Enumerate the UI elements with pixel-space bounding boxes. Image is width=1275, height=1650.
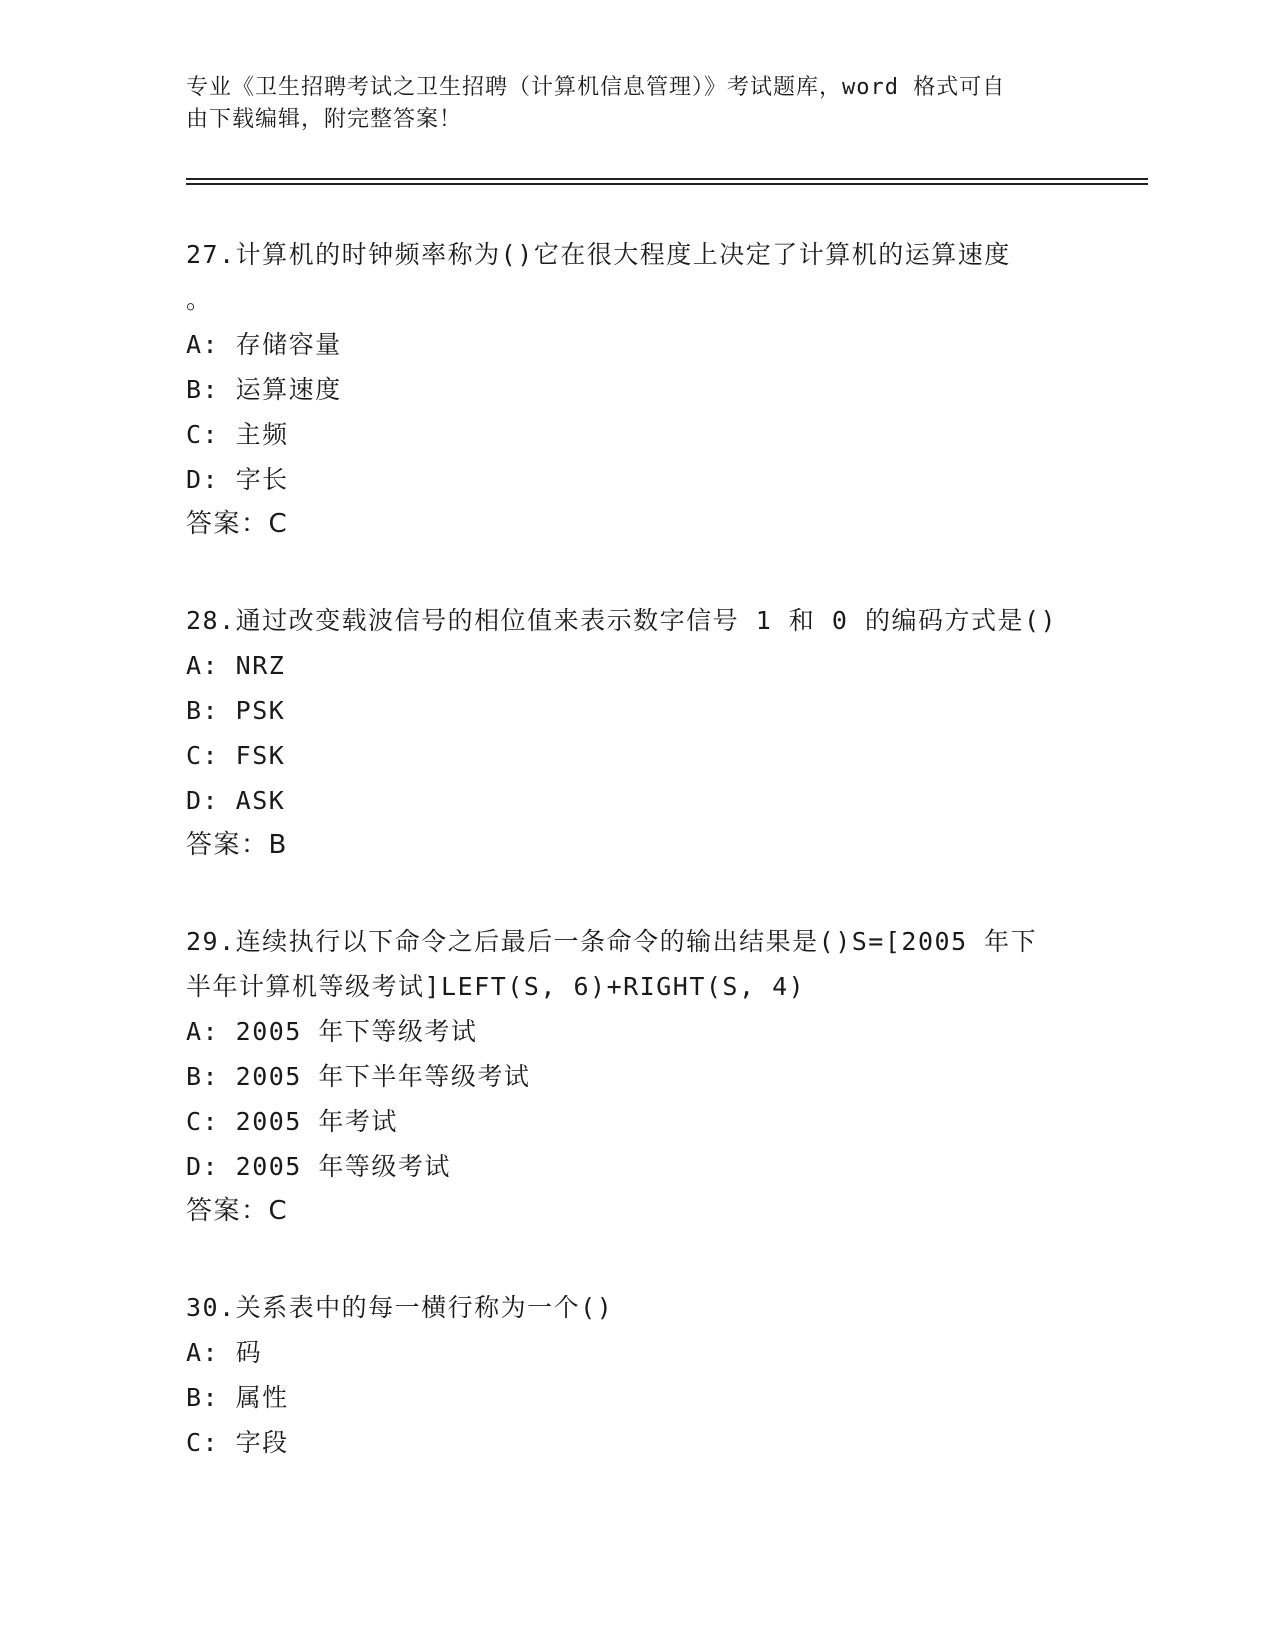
option-c: C: 主频 bbox=[186, 420, 289, 449]
question-28 bbox=[186, 598, 1066, 868]
question-stem-continued: 。 bbox=[186, 285, 213, 314]
option-a: A: NRZ bbox=[186, 651, 286, 680]
option-c: C: 2005 年考试 bbox=[186, 1107, 398, 1136]
question-30 bbox=[186, 1285, 1066, 1465]
option-d: D: 2005 年等级考试 bbox=[186, 1152, 451, 1181]
answer-line: 答案：C bbox=[186, 1196, 289, 1226]
option-b: B: 属性 bbox=[186, 1383, 289, 1412]
option-d: D: ASK bbox=[186, 786, 286, 815]
answer-line: 答案：B bbox=[186, 830, 288, 860]
option-d: D: 字长 bbox=[186, 465, 289, 494]
question-29 bbox=[186, 919, 1066, 1234]
question-stem: 27.计算机的时钟频率称为()它在很大程度上决定了计算机的运算速度 bbox=[186, 240, 1011, 269]
question-stem: 30.关系表中的每一横行称为一个() bbox=[186, 1293, 614, 1322]
document-intro bbox=[186, 72, 1066, 136]
option-a: A: 存储容量 bbox=[186, 330, 342, 359]
question-27 bbox=[186, 232, 1066, 547]
header-divider-top bbox=[186, 178, 1148, 180]
option-c: C: 字段 bbox=[186, 1428, 289, 1457]
option-b: B: 运算速度 bbox=[186, 375, 342, 404]
header-divider-bottom bbox=[186, 183, 1148, 185]
option-a: A: 码 bbox=[186, 1338, 263, 1367]
option-c: C: FSK bbox=[186, 741, 286, 770]
question-list bbox=[186, 232, 1066, 1516]
option-a: A: 2005 年下等级考试 bbox=[186, 1017, 478, 1046]
question-stem: 28.通过改变载波信号的相位值来表示数字信号 1 和 0 的编码方式是() bbox=[186, 606, 1058, 635]
option-b: B: 2005 年下半年等级考试 bbox=[186, 1062, 531, 1091]
option-b: B: PSK bbox=[186, 696, 286, 725]
question-stem-continued: 半年计算机等级考试]LEFT(S, 6)+RIGHT(S, 4) bbox=[186, 972, 806, 1001]
question-stem: 29.连续执行以下命令之后最后一条命令的输出结果是()S=[2005 年下 bbox=[186, 927, 1038, 956]
intro-line-1: 专业《卫生招聘考试之卫生招聘（计算机信息管理）》考试题库，word 格式可自 bbox=[186, 75, 1006, 100]
intro-line-2: 由下载编辑，附完整答案！ bbox=[186, 107, 463, 132]
answer-line: 答案：C bbox=[186, 509, 289, 539]
